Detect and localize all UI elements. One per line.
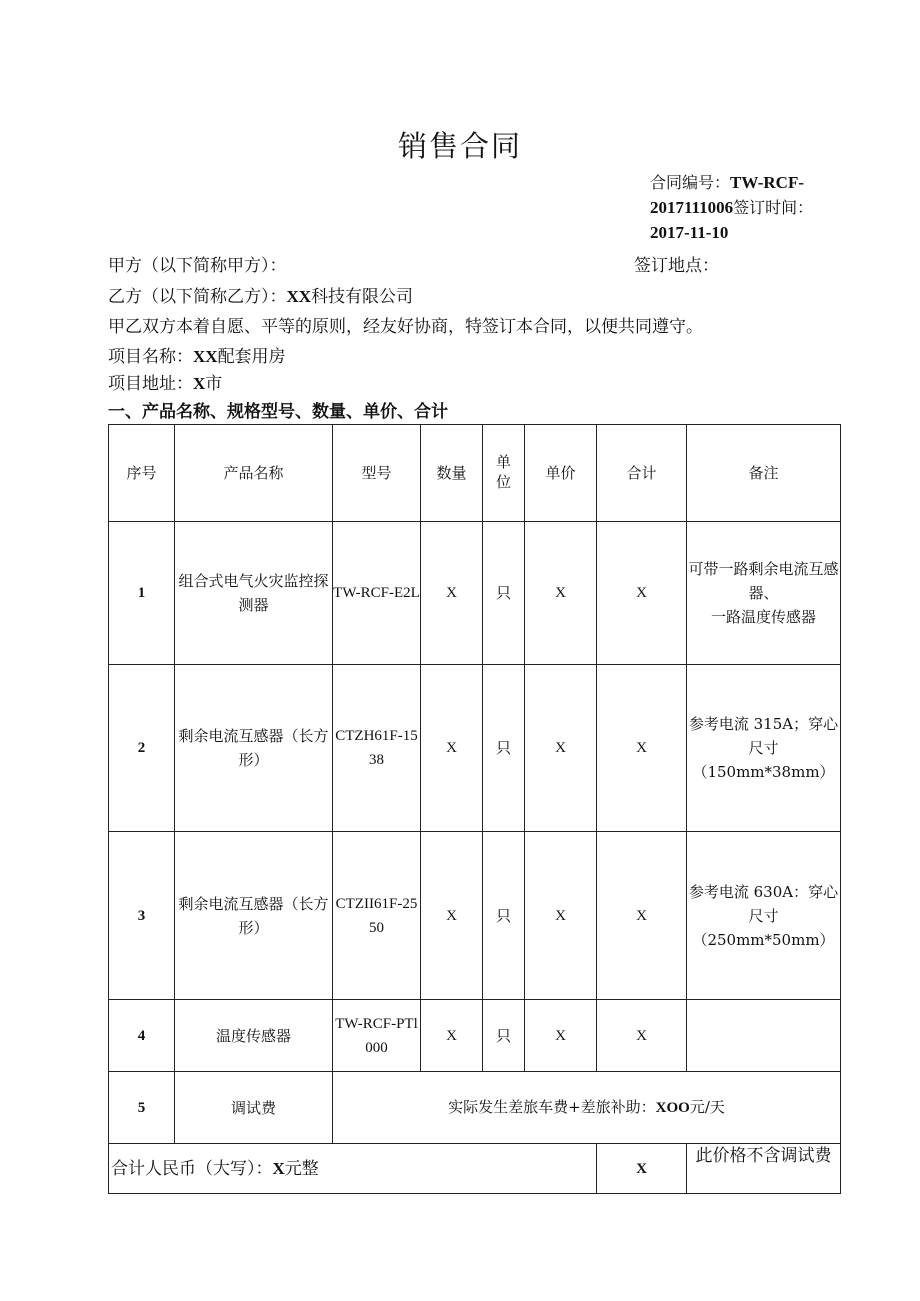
contract-number-label: 合同编号： <box>650 173 731 192</box>
row-qty: X <box>421 665 483 832</box>
contract-number-prefix: TW-RCF- <box>730 173 804 192</box>
row-unit: 只 <box>483 832 525 1000</box>
total-value: X <box>597 1144 687 1194</box>
total-code: X <box>272 1158 285 1178</box>
header-total: 合计 <box>597 425 687 522</box>
row-name: 组合式电气火灾监控探测器 <box>175 522 333 665</box>
project-address-line <box>108 369 222 394</box>
row-note-line2: 尺寸（150mm*38mm） <box>692 739 835 781</box>
row-name: 剩余电流互感器（长方形） <box>175 832 333 1000</box>
row-note <box>687 522 841 665</box>
header-unit <box>483 425 525 522</box>
product-table <box>108 424 841 1194</box>
header-note: 备注 <box>687 425 841 522</box>
party-a: 甲方（以下简称甲方）： <box>108 256 287 276</box>
header-no: 序号 <box>109 425 175 522</box>
row-name: 剩余电流互感器（长方形） <box>175 665 333 832</box>
sign-date-line <box>650 217 728 248</box>
fee-name: 调试费 <box>175 1072 333 1144</box>
header-qty: 数量 <box>421 425 483 522</box>
intro-text: 甲乙双方本着自愿、平等的原则，经友好协商，特签订本合同，以便共同遵守。 <box>108 317 703 337</box>
party-b-name: XX <box>286 287 312 306</box>
contract-number-suffix: 2017111006 <box>650 198 734 217</box>
fee-desc-a: 实际发生差旅车费+差旅补助： <box>448 1098 656 1116</box>
header-price: 单价 <box>525 425 597 522</box>
project-name-label: 项目名称： <box>108 347 193 367</box>
document-title: 销售合同 <box>397 129 522 163</box>
table-row <box>109 1000 841 1072</box>
row-note-line1: 参考电流 630A：穿心 <box>688 882 839 901</box>
table-row <box>109 832 841 1000</box>
fee-description <box>333 1072 841 1144</box>
fee-desc-b: 元/天 <box>689 1098 725 1116</box>
total-row <box>109 1144 841 1194</box>
row-note-line2: 一路温度传感器 <box>710 608 816 626</box>
row-note-line2: 尺寸（250mm*50mm） <box>692 906 835 949</box>
row-unit: 只 <box>483 522 525 665</box>
project-address-label: 项目地址： <box>108 374 193 394</box>
row-note <box>687 1000 841 1072</box>
row-qty: X <box>421 522 483 665</box>
row-no: 3 <box>109 832 175 1000</box>
row-note <box>687 832 841 1000</box>
row-note-line1: 可带一路剩余电流互感器、 <box>688 560 839 602</box>
row-name: 温度传感器 <box>175 1000 333 1072</box>
project-address-suffix: 市 <box>205 374 223 394</box>
row-note <box>687 665 841 832</box>
row-no: 2 <box>109 665 175 832</box>
row-total: X <box>597 522 687 665</box>
table-row <box>109 522 841 665</box>
row-model: CTZH61F-1538 <box>333 665 421 832</box>
sign-place: 签订地点： <box>634 256 719 276</box>
party-b-label: 乙方（以下简称乙方）： <box>108 287 287 307</box>
row-price: X <box>525 522 597 665</box>
row-no: 1 <box>109 522 175 665</box>
table-row <box>109 665 841 832</box>
row-total: X <box>597 832 687 1000</box>
row-price: X <box>525 665 597 832</box>
section-heading: 一、产品名称、规格型号、数量、单价、合计 <box>108 402 448 422</box>
row-unit: 只 <box>483 665 525 832</box>
header-name: 产品名称 <box>175 425 333 522</box>
row-qty: X <box>421 1000 483 1072</box>
project-name-line <box>108 342 286 367</box>
project-name-code: XX <box>193 347 218 366</box>
total-suffix: 元整 <box>284 1158 319 1179</box>
row-note-line1: 参考电流 315A；穿心 <box>688 715 839 733</box>
table-header-row <box>109 425 841 522</box>
row-price: X <box>525 832 597 1000</box>
project-address-code: X <box>193 374 206 393</box>
sign-time-label: 签订时间： <box>733 198 814 217</box>
fee-no: 5 <box>109 1072 175 1144</box>
total-label-cell <box>109 1144 597 1194</box>
sign-date: 2017-11-10 <box>650 223 729 242</box>
header-model: 型号 <box>333 425 421 522</box>
row-total: X <box>597 665 687 832</box>
row-model: TW-RCF-E2L <box>333 522 421 665</box>
row-model: TW-RCF-PTl000 <box>333 1000 421 1072</box>
row-unit: 只 <box>483 1000 525 1072</box>
header-unit-a: 单 <box>495 453 511 471</box>
row-qty: X <box>421 832 483 1000</box>
total-label: 合计人民币（大写）： <box>111 1158 273 1179</box>
fee-row <box>109 1072 841 1144</box>
party-b-line <box>108 282 413 307</box>
header-unit-b: 位 <box>495 473 511 491</box>
row-price: X <box>525 1000 597 1072</box>
row-total: X <box>597 1000 687 1072</box>
project-name-suffix: 配套用房 <box>217 347 286 367</box>
row-model: CTZII61F-2550 <box>333 832 421 1000</box>
total-note: 此价格不含调试费 <box>687 1144 841 1194</box>
row-no: 4 <box>109 1000 175 1072</box>
party-b-suffix: 科技有限公司 <box>311 287 414 307</box>
fee-desc-code: XOO <box>655 1100 690 1116</box>
